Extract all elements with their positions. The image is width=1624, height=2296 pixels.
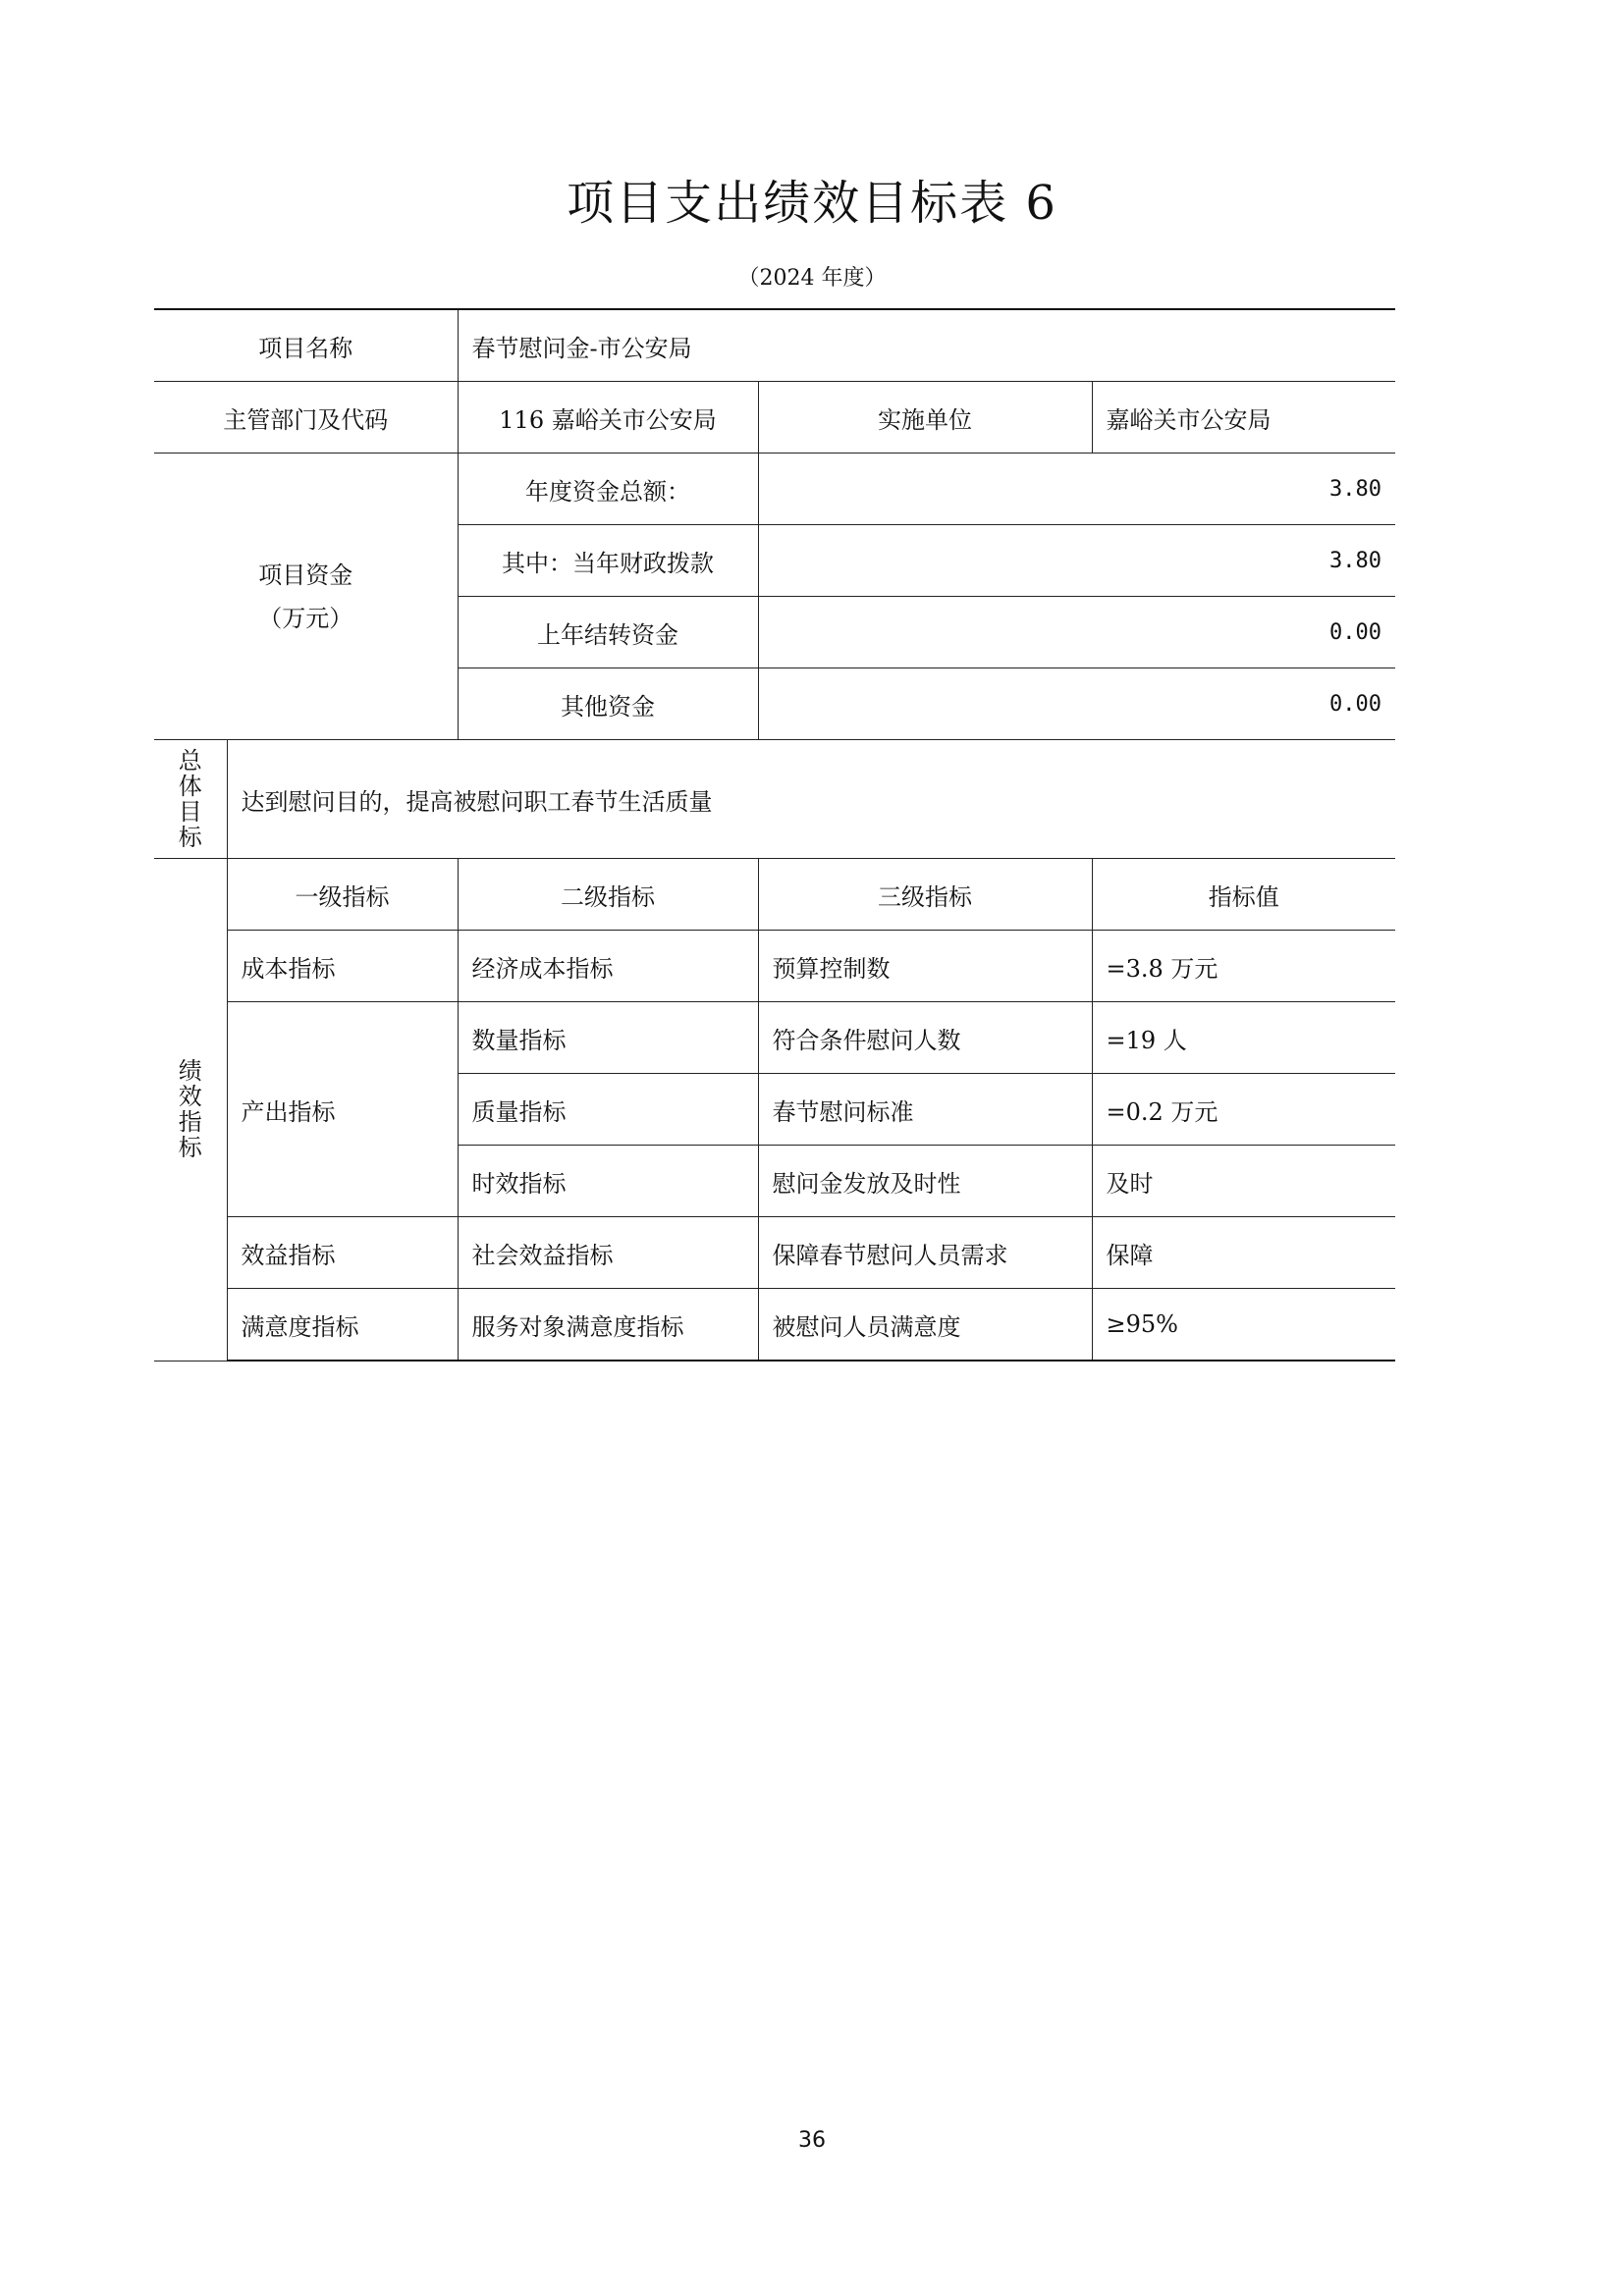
header-level1: 一级指标 [227, 859, 458, 931]
output-level3: 慰问金发放及时性 [758, 1146, 1092, 1217]
output-level2: 时效指标 [458, 1146, 758, 1217]
page-subtitle: （2024 年度） [737, 266, 887, 291]
satisfaction-level3: 被慰问人员满意度 [758, 1289, 1092, 1362]
output-value: =19 人 [1092, 1002, 1395, 1074]
funds-label [154, 454, 458, 740]
cost-level2: 经济成本指标 [458, 931, 758, 1002]
satisfaction-level1: 满意度指标 [227, 1289, 458, 1362]
header-level3: 三级指标 [758, 859, 1092, 931]
funds-row-label: 上年结转资金 [458, 597, 758, 668]
funds-row-value: 0.00 [758, 597, 1395, 668]
funds-row-label: 其他资金 [458, 668, 758, 740]
output-value: =0.2 万元 [1092, 1074, 1395, 1146]
output-level3: 春节慰问标准 [758, 1074, 1092, 1146]
header-value: 指标值 [1092, 859, 1395, 931]
project-name-value: 春节慰问金-市公安局 [458, 309, 1395, 382]
funds-row-value: 3.80 [758, 525, 1395, 597]
benefit-level1: 效益指标 [227, 1217, 458, 1289]
cost-level3: 预算控制数 [758, 931, 1092, 1002]
cost-value: =3.8 万元 [1092, 931, 1395, 1002]
funds-label-line2: （万元） [258, 604, 353, 632]
row-indicator-headers [154, 859, 1395, 931]
overall-goal-label-text: 总体目标 [178, 747, 202, 851]
overall-goal-label [154, 740, 227, 859]
page-title: 项目支出绩效目标表 6 [567, 176, 1057, 231]
page-number: 36 [798, 2128, 826, 2153]
row-satisfaction-indicator [154, 1289, 1395, 1362]
funds-row-label: 年度资金总额： [458, 454, 758, 525]
cost-level1: 成本指标 [227, 931, 458, 1002]
indicators-label [154, 859, 227, 1362]
funds-row-value: 0.00 [758, 668, 1395, 740]
funds-row-value: 3.80 [758, 454, 1395, 525]
implementing-unit-value: 嘉峪关市公安局 [1092, 382, 1395, 454]
benefit-value: 保障 [1092, 1217, 1395, 1289]
satisfaction-value: ≥95% [1092, 1289, 1395, 1362]
project-name-label: 项目名称 [154, 309, 458, 382]
header-level2: 二级指标 [458, 859, 758, 931]
performance-table [154, 308, 1395, 1362]
output-level2: 质量指标 [458, 1074, 758, 1146]
row-department [154, 382, 1395, 454]
output-level3: 符合条件慰问人数 [758, 1002, 1092, 1074]
output-level2: 数量指标 [458, 1002, 758, 1074]
satisfaction-level2: 服务对象满意度指标 [458, 1289, 758, 1362]
row-output-quantity [154, 1002, 1395, 1074]
row-project-name [154, 309, 1395, 382]
implementing-unit-label: 实施单位 [758, 382, 1092, 454]
department-value: 116 嘉峪关市公安局 [458, 382, 758, 454]
row-overall-goal [154, 740, 1395, 859]
output-level1: 产出指标 [227, 1002, 458, 1217]
row-funds-total [154, 454, 1395, 525]
benefit-level3: 保障春节慰问人员需求 [758, 1217, 1092, 1289]
output-value: 及时 [1092, 1146, 1395, 1217]
funds-label-line1: 项目资金 [258, 561, 353, 589]
indicators-label-text: 绩效指标 [178, 1057, 202, 1162]
row-benefit-indicator [154, 1217, 1395, 1289]
department-label: 主管部门及代码 [154, 382, 458, 454]
row-cost-indicator [154, 931, 1395, 1002]
funds-row-label: 其中：当年财政拨款 [458, 525, 758, 597]
benefit-level2: 社会效益指标 [458, 1217, 758, 1289]
overall-goal-text: 达到慰问目的，提高被慰问职工春节生活质量 [227, 740, 1395, 859]
